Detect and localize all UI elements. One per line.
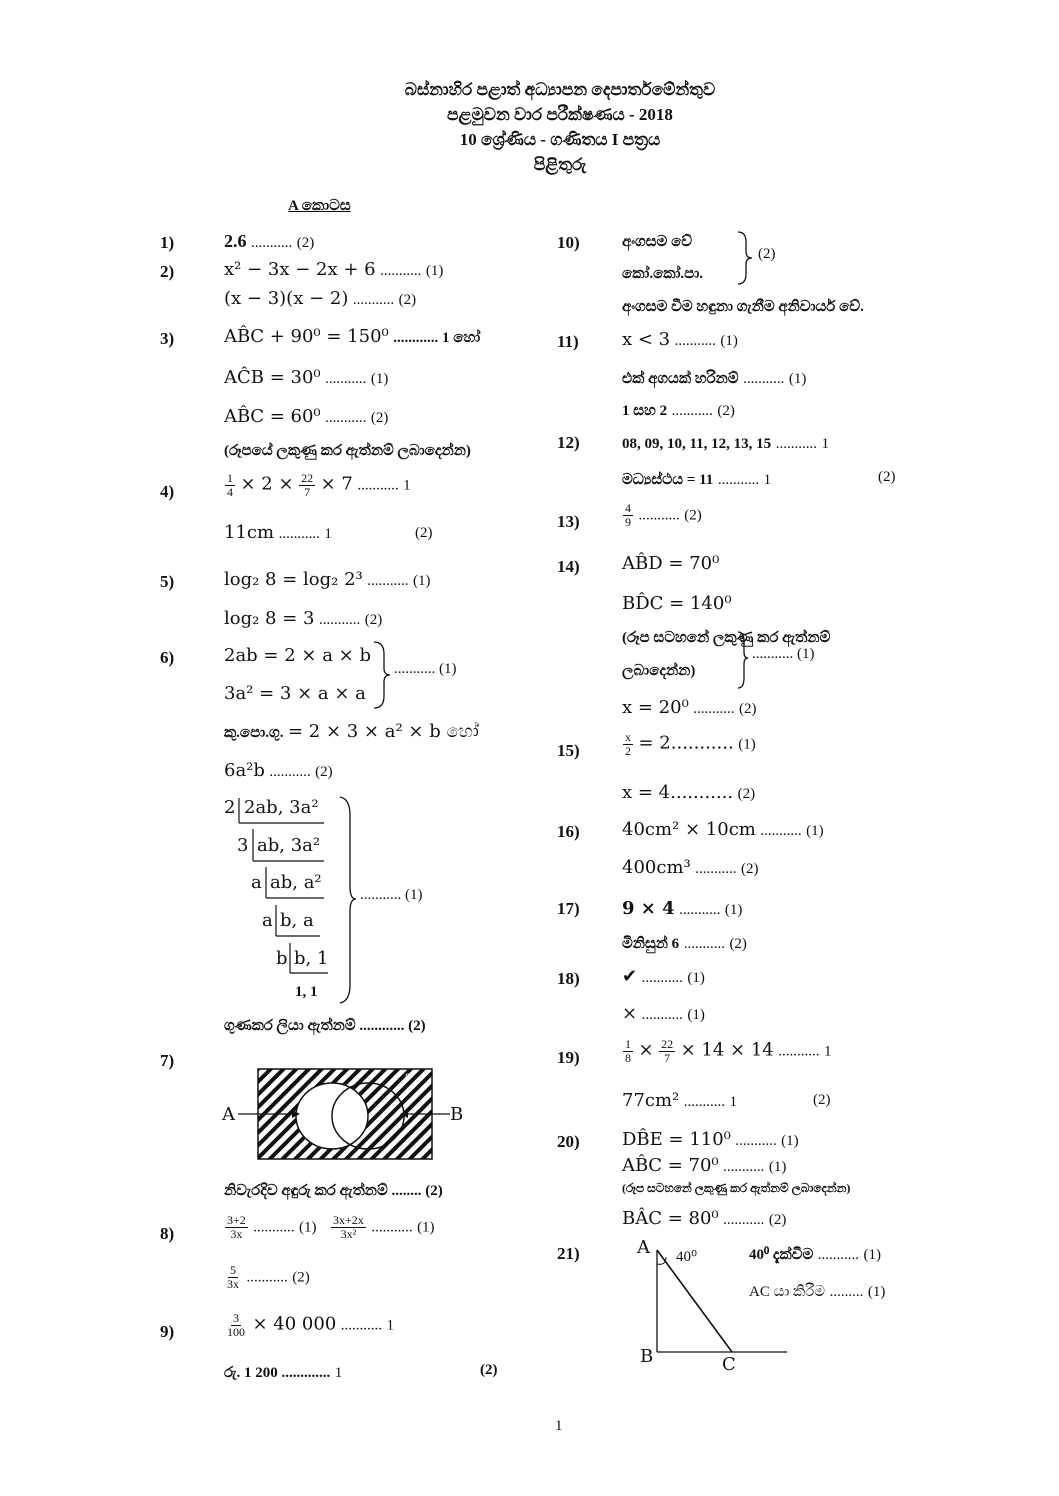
q17-number: 17) xyxy=(557,899,580,918)
mark: (1) xyxy=(413,573,431,589)
dots: ........... xyxy=(641,1007,683,1023)
q6-lcm-line xyxy=(224,721,479,742)
div-final: 1, 1 xyxy=(295,984,318,1000)
mark: (2) xyxy=(717,403,735,419)
mark: (1) xyxy=(417,1219,435,1236)
q21-join-ac: AC යා කිරීම xyxy=(749,1284,826,1300)
mark: (1) xyxy=(724,902,743,918)
mark: (1) xyxy=(370,371,389,387)
q16-result: 400cm³ xyxy=(622,857,691,878)
q19-step1 xyxy=(622,1038,831,1065)
mark: (1) xyxy=(781,1133,799,1149)
q2-expression: x² − 3x − 2x + 6 xyxy=(224,259,376,280)
mark: (2) xyxy=(315,764,333,780)
q20-step3 xyxy=(622,1208,786,1229)
q14-number: 14) xyxy=(557,557,580,576)
dots: ........... xyxy=(325,371,367,387)
dots: ........... xyxy=(641,970,683,986)
q17-step2 xyxy=(622,932,747,953)
dots: ........... xyxy=(251,235,293,251)
fraction: $\frac{x}{2}$ xyxy=(625,730,631,758)
dots: ........... xyxy=(760,823,802,839)
mark: (1) xyxy=(738,736,756,753)
q3-step2 xyxy=(224,367,388,388)
q5-step2 xyxy=(224,608,382,629)
dots: ........... xyxy=(278,526,320,542)
dots: ........... xyxy=(693,701,735,717)
dots: ........... xyxy=(394,661,436,677)
q14-brace-mark xyxy=(752,646,815,663)
div-values: b, 1 xyxy=(294,948,329,969)
dots: ........... xyxy=(674,333,716,349)
dots: ........... xyxy=(775,436,817,452)
mark: (2) xyxy=(292,1269,310,1286)
dots: ........... xyxy=(360,887,402,903)
q17-expression: 9 × 4 xyxy=(622,898,675,919)
q18-step2 xyxy=(622,1003,705,1024)
q13-number: 13) xyxy=(557,512,580,531)
dots: ........... xyxy=(735,1133,777,1149)
q4-end: × 7 xyxy=(320,473,353,495)
mark: (2) xyxy=(739,701,757,717)
dots: ........... xyxy=(638,507,680,524)
q12-data: 08, 09, 10, 11, 12, 13, 15 xyxy=(622,436,772,452)
q3-step1 xyxy=(224,326,480,347)
mark: 1 xyxy=(334,1365,343,1381)
q16-expression: 40cm² × 10cm xyxy=(622,819,756,840)
mark: (2) xyxy=(398,292,417,308)
mark: (1) xyxy=(768,1159,787,1175)
venn-diagram xyxy=(220,1066,460,1166)
q11-one-value: එක් අගයක් හරිනම් xyxy=(622,371,739,387)
q20-number: 20) xyxy=(557,1132,580,1151)
mark: (1) xyxy=(863,1247,882,1263)
q2-step2 xyxy=(224,288,416,309)
q21-step2 xyxy=(749,1280,885,1301)
q11-values: 1 සහ 2 xyxy=(622,403,668,419)
cross-icon: × xyxy=(622,1003,638,1024)
header-answers: පිළිතුරු xyxy=(533,155,587,174)
q8-step1 xyxy=(224,1214,435,1241)
q9-result: රු. 1 200 ............. xyxy=(224,1365,331,1381)
checkmark-icon: ✔ xyxy=(622,966,638,987)
q5-log-result: log₂ 8 = 3 xyxy=(224,608,315,629)
venn-label-b: B xyxy=(450,1104,464,1125)
header-exam: පළමුවන වාර පරීක්ෂණය - 2018 xyxy=(447,105,673,124)
mark: (1) xyxy=(425,263,444,279)
dots: ........... xyxy=(679,902,721,918)
q11-inequality: x < 3 xyxy=(622,329,671,350)
triangle-vertex-a: A xyxy=(637,1237,650,1258)
dots: ........... xyxy=(318,612,361,628)
q6-note: ගුණකර ලියා ඇත්නම් ............ (2) xyxy=(224,1018,426,1034)
dots: ........... xyxy=(269,764,311,780)
q13-answer xyxy=(622,502,702,529)
q1-number: 1) xyxy=(160,233,175,252)
q3-angle-abc: AB̂C = 60⁰ xyxy=(224,406,321,427)
dots: ........... xyxy=(752,646,794,662)
q20-note: (රූප සටහනේ ලකුණු කර ඇත්නම් ලබාදෙන්න) xyxy=(622,1181,851,1195)
triangle-vertex-c: C xyxy=(722,1354,736,1375)
q6-lcm-expression: = 2 × 3 × a² × b හෝ xyxy=(287,721,479,742)
dots: ........... xyxy=(683,936,725,952)
dots: ........... xyxy=(817,1247,860,1263)
dots: ........... xyxy=(357,477,399,494)
mark: (2) xyxy=(370,410,389,426)
div-divisor: 2 xyxy=(224,797,236,818)
q9-number: 9) xyxy=(160,1322,175,1341)
q5-step1 xyxy=(224,569,431,590)
q10-line1: අංගසම වේ xyxy=(622,234,693,250)
q16-number: 16) xyxy=(557,822,580,841)
q11-step1 xyxy=(622,329,738,350)
q5-number: 5) xyxy=(160,572,175,591)
q3-angle-acb: AĈB = 30⁰ xyxy=(224,367,321,388)
q6-number: 6) xyxy=(160,648,175,667)
div-values: b, a xyxy=(280,910,314,931)
fraction: $\frac{5}{3x}$ xyxy=(227,1263,239,1291)
q6-factor-3a2: 3a² = 3 × a × a xyxy=(224,683,366,704)
fraction: $\frac{1}{8}$ xyxy=(625,1037,631,1065)
times-symbol: × xyxy=(638,1039,654,1061)
q12-number: 12) xyxy=(557,433,580,452)
triangle-vertex-b: B xyxy=(640,1346,654,1367)
q2-step1 xyxy=(224,259,443,280)
mark: (2) xyxy=(364,612,383,628)
q14-angle-abd: AB̂D = 70⁰ xyxy=(622,553,720,574)
mark: (2) xyxy=(737,786,756,802)
div-divisor: 3 xyxy=(237,835,249,856)
q1-value: 2.6 xyxy=(224,231,247,251)
q11-step2 xyxy=(622,367,806,388)
div-divisor: b xyxy=(276,948,288,969)
mark: (2) xyxy=(684,507,702,524)
q1-answer xyxy=(224,231,314,252)
mark: 1 xyxy=(403,477,411,494)
fraction: $\frac{22}{7}$ xyxy=(661,1037,674,1065)
q10-note: අංගසම වීම හඳුනා ගැනීම අනිවාර්ය වේ. xyxy=(622,299,864,315)
q14-note-line1: (රූප සටහනේ ලකුණු කර ඇත්නම් xyxy=(622,630,831,646)
q19-number: 19) xyxy=(557,1048,580,1067)
dots: ........... xyxy=(246,1269,288,1286)
division-ladder-lines xyxy=(220,795,340,995)
div-values: 2ab, 3a² xyxy=(244,797,319,818)
q21-number: 21) xyxy=(557,1244,580,1263)
dots: ........... xyxy=(778,1043,820,1060)
q14-angle-bdc: BD̂C = 140⁰ xyxy=(622,593,732,614)
q9-total: (2) xyxy=(480,1362,498,1378)
div-values: ab, 3a² xyxy=(257,835,321,856)
q17-result: මිනිසුන් 6 xyxy=(622,936,680,952)
header-grade-paper: 10 ශ්‍රේණිය - ගණිතය I පත්‍රය xyxy=(459,130,661,149)
q10-mark: (2) xyxy=(758,246,776,262)
fraction: $\frac{1}{4}$ xyxy=(227,471,233,499)
q6-lcm-label: කු.පො.ගු. xyxy=(224,725,284,741)
q15-number: 15) xyxy=(557,741,580,760)
q10-number: 10) xyxy=(557,233,580,252)
q12-step1 xyxy=(622,432,829,453)
mark: (1) xyxy=(720,333,738,349)
q20-angle-abc: AB̂C = 70⁰ xyxy=(622,1155,719,1176)
q6-lcm-result xyxy=(224,760,333,781)
mark: (1) xyxy=(867,1284,886,1300)
q19-result: 77cm² xyxy=(622,1090,680,1111)
q19-step2 xyxy=(622,1090,737,1111)
mark: (1) xyxy=(788,371,807,387)
mark: (1) xyxy=(687,970,705,986)
fraction: $\frac{3}{100}$ xyxy=(227,1311,245,1339)
dots: ........... xyxy=(325,410,367,426)
q20-step2 xyxy=(622,1155,786,1176)
q12-median: මධ්‍යස්ථය = 11 xyxy=(622,472,714,488)
q7-number: 7) xyxy=(160,1051,175,1070)
dots: ........... xyxy=(683,1094,726,1110)
dots: ........... xyxy=(695,861,737,877)
mark: (1) xyxy=(299,1219,317,1236)
q6-result: 6a²b xyxy=(224,760,265,781)
dots: ........... xyxy=(367,573,409,589)
mark: 1 xyxy=(324,526,332,542)
q19-expression: × 14 × 14 xyxy=(680,1039,774,1061)
mark: (1) xyxy=(405,887,423,903)
mark: (1) xyxy=(439,661,457,677)
q6-factor-2ab: 2ab = 2 × a × b xyxy=(224,645,371,666)
q4-total: (2) xyxy=(415,525,433,541)
div-brace-mark xyxy=(360,887,423,904)
mark: 1 xyxy=(763,472,772,488)
q17-step1 xyxy=(622,898,742,919)
q15-step1 xyxy=(622,731,756,758)
q14-result xyxy=(622,697,757,718)
q11-step3 xyxy=(622,399,735,420)
q3-step3 xyxy=(224,406,388,427)
q12-total: (2) xyxy=(878,469,896,485)
dots: ........... xyxy=(340,1317,383,1334)
mark: (2) xyxy=(768,1212,787,1228)
q18-number: 18) xyxy=(557,969,580,988)
q6-brace-mark xyxy=(394,661,457,678)
dots: ........... xyxy=(371,1219,413,1236)
q20-angle-dbe: DB̂E = 110⁰ xyxy=(622,1129,731,1150)
q14-x: x = 20⁰ xyxy=(622,697,689,718)
q4-mid: × 2 × xyxy=(240,473,294,495)
dots: ........... xyxy=(723,1159,765,1175)
q15-step2 xyxy=(622,782,755,803)
mark: 1 xyxy=(823,1043,832,1060)
q4-step1 xyxy=(224,472,411,499)
q9-expression: × 40 000 xyxy=(252,1313,337,1335)
q3-tail: ............ 1 හෝ xyxy=(393,330,481,346)
mark: 1 xyxy=(386,1317,395,1334)
div-divisor: a xyxy=(262,910,273,931)
mark: (2) xyxy=(729,936,747,952)
dots: ........... xyxy=(717,472,760,488)
brace-icon xyxy=(736,230,756,286)
brace-icon xyxy=(736,630,750,690)
q8-number: 8) xyxy=(160,1224,175,1243)
mark: (1) xyxy=(797,646,815,662)
fraction: $\frac{3x+2x}{\text{3x²}}$ xyxy=(333,1213,364,1241)
q20-step1 xyxy=(622,1129,799,1150)
div-values: ab, a² xyxy=(270,872,322,893)
header-department: බස්නාහිර පළාත් අධ්‍යාපන දෙපාර්තමේන්තුව xyxy=(404,80,716,99)
venn-label-universal: ε xyxy=(405,1068,411,1082)
q10-line2: කෝ.කෝ.පා. xyxy=(622,266,704,282)
q15-equation: = 2........... xyxy=(638,732,734,754)
mark: (2) xyxy=(296,235,315,251)
q7-note: නිවැරදිව අඳුරු කර ඇත්නම් ........ (2) xyxy=(224,1183,443,1199)
q18-step1 xyxy=(622,966,705,987)
q4-step2 xyxy=(224,522,332,543)
q15-result: x = 4........... xyxy=(622,782,734,803)
mark: (2) xyxy=(740,861,759,877)
section-title: A කොටස xyxy=(288,198,351,214)
dots: ........... xyxy=(743,371,785,387)
q19-total: (2) xyxy=(813,1092,831,1108)
page-number: 1 xyxy=(555,1418,563,1434)
q3-number: 3) xyxy=(160,329,175,348)
q12-step2 xyxy=(622,468,771,489)
q5-log-equation: log₂ 8 = log₂ 2³ xyxy=(224,569,363,590)
q9-step2 xyxy=(224,1361,342,1382)
q8-step2 xyxy=(224,1264,310,1291)
dots: ........... xyxy=(380,263,422,279)
q21-show-angle: 40⁰ දැක්වීම xyxy=(749,1247,814,1263)
q14-note-line2: ලබාදෙන්න) xyxy=(622,663,696,679)
fraction: $\frac{3+2}{3x}$ xyxy=(227,1213,246,1241)
mark: 1 xyxy=(821,436,829,452)
venn-label-a: A xyxy=(222,1104,235,1125)
div-divisor: a xyxy=(251,872,262,893)
q2-factorised: (x − 3)(x − 2) xyxy=(224,288,349,309)
q20-angle-bac: BÂC = 80⁰ xyxy=(622,1208,719,1229)
dots: ........... xyxy=(723,1212,765,1228)
dots: ......... xyxy=(829,1284,864,1300)
triangle-angle-label: 40⁰ xyxy=(676,1249,698,1265)
dots: ........... xyxy=(671,403,713,419)
brace-icon xyxy=(372,640,392,710)
fraction: $\frac{4}{9}$ xyxy=(625,501,631,529)
q3-equation: AB̂C + 90⁰ = 150⁰ xyxy=(224,326,389,347)
q21-step1 xyxy=(749,1243,881,1264)
q4-result: 11cm xyxy=(224,522,275,543)
q16-step2 xyxy=(622,857,758,878)
q16-step1 xyxy=(622,819,824,840)
mark: 1 xyxy=(729,1094,738,1110)
dots: ........... xyxy=(352,292,395,308)
q3-note: (රූපයේ ලකුණු කර ඇත්නම් ලබාදෙන්න) xyxy=(224,443,471,459)
mark: (1) xyxy=(687,1007,705,1023)
mark: (1) xyxy=(806,823,824,839)
brace-icon xyxy=(338,795,358,1005)
fraction: $\frac{22}{7}$ xyxy=(301,471,314,499)
q4-number: 4) xyxy=(160,482,175,501)
dots: ........... xyxy=(253,1219,295,1236)
q9-step1 xyxy=(224,1312,394,1339)
q2-number: 2) xyxy=(160,262,175,281)
q11-number: 11) xyxy=(557,332,579,351)
